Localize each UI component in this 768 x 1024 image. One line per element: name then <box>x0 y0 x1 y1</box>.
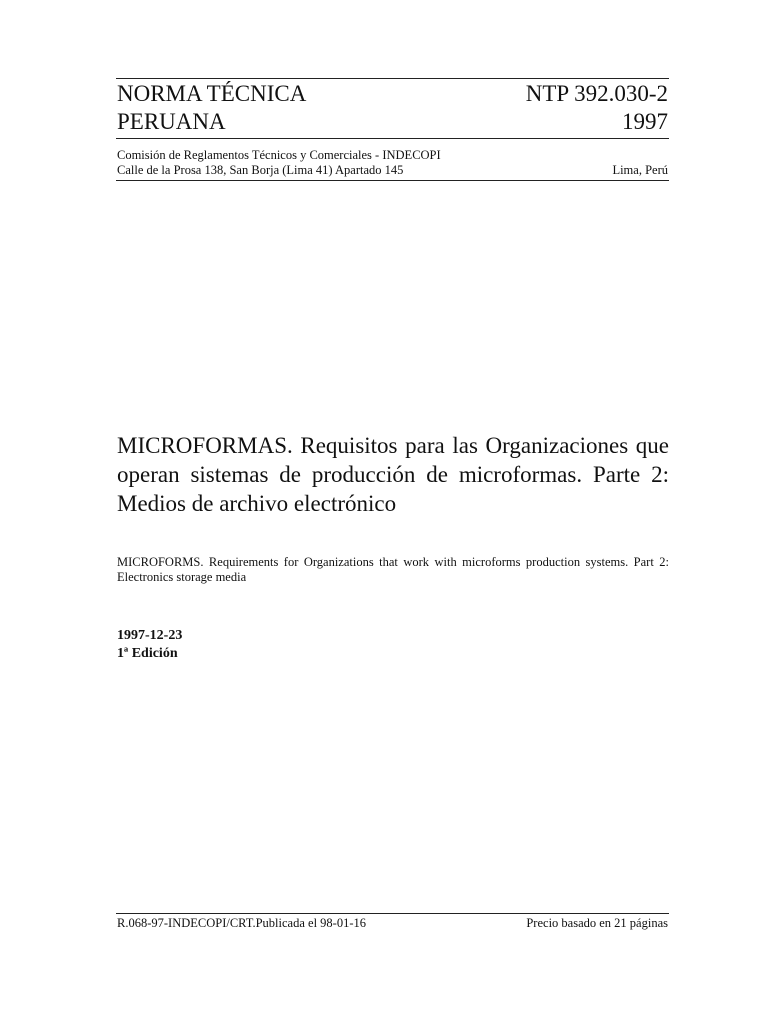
document-title-english <box>117 555 669 585</box>
title-en-line1: MICROFORMS. Requirements for Organizations that work with microforms production systems. Part 2: <box>117 555 669 569</box>
document-title-spanish <box>117 431 669 518</box>
organization-city: Lima, Perú <box>612 163 668 177</box>
title-en-line2: Electronics storage media <box>117 570 247 584</box>
title-es-line2: operan sistemas de producción de microformas. Parte 2: <box>117 462 669 487</box>
top-rule <box>116 78 669 79</box>
price-note: Precio basado en 21 páginas <box>526 916 668 930</box>
standard-code: NTP 392.030-2 <box>525 81 668 106</box>
publication-date: 1997-12-23 <box>117 628 183 643</box>
organization-address: Calle de la Prosa 138, San Borja (Lima 41) Apartado 145 <box>117 163 404 177</box>
title-es-line1: MICROFORMAS. Requisitos para las Organizaciones que <box>117 433 669 458</box>
edition-label: 1ª Edición <box>117 646 178 661</box>
standard-type <box>117 80 306 136</box>
standard-type-line2: PERUANA <box>117 109 226 134</box>
organization-name: Comisión de Reglamentos Técnicos y Comerciales - INDECOPI <box>117 148 441 162</box>
standard-type-line1: NORMA TÉCNICA <box>117 81 307 106</box>
edition-block <box>117 627 182 663</box>
footer-rule <box>116 913 669 914</box>
standard-code-block <box>526 80 668 136</box>
header-rule <box>116 138 669 139</box>
resolution-note: R.068-97-INDECOPI/CRT.Publicada el 98-01-16 <box>117 916 366 930</box>
organization-rule <box>116 180 669 181</box>
title-es-line3: Medios de archivo electrónico <box>117 491 397 516</box>
standard-year: 1997 <box>622 109 668 134</box>
organization-block <box>117 148 441 178</box>
